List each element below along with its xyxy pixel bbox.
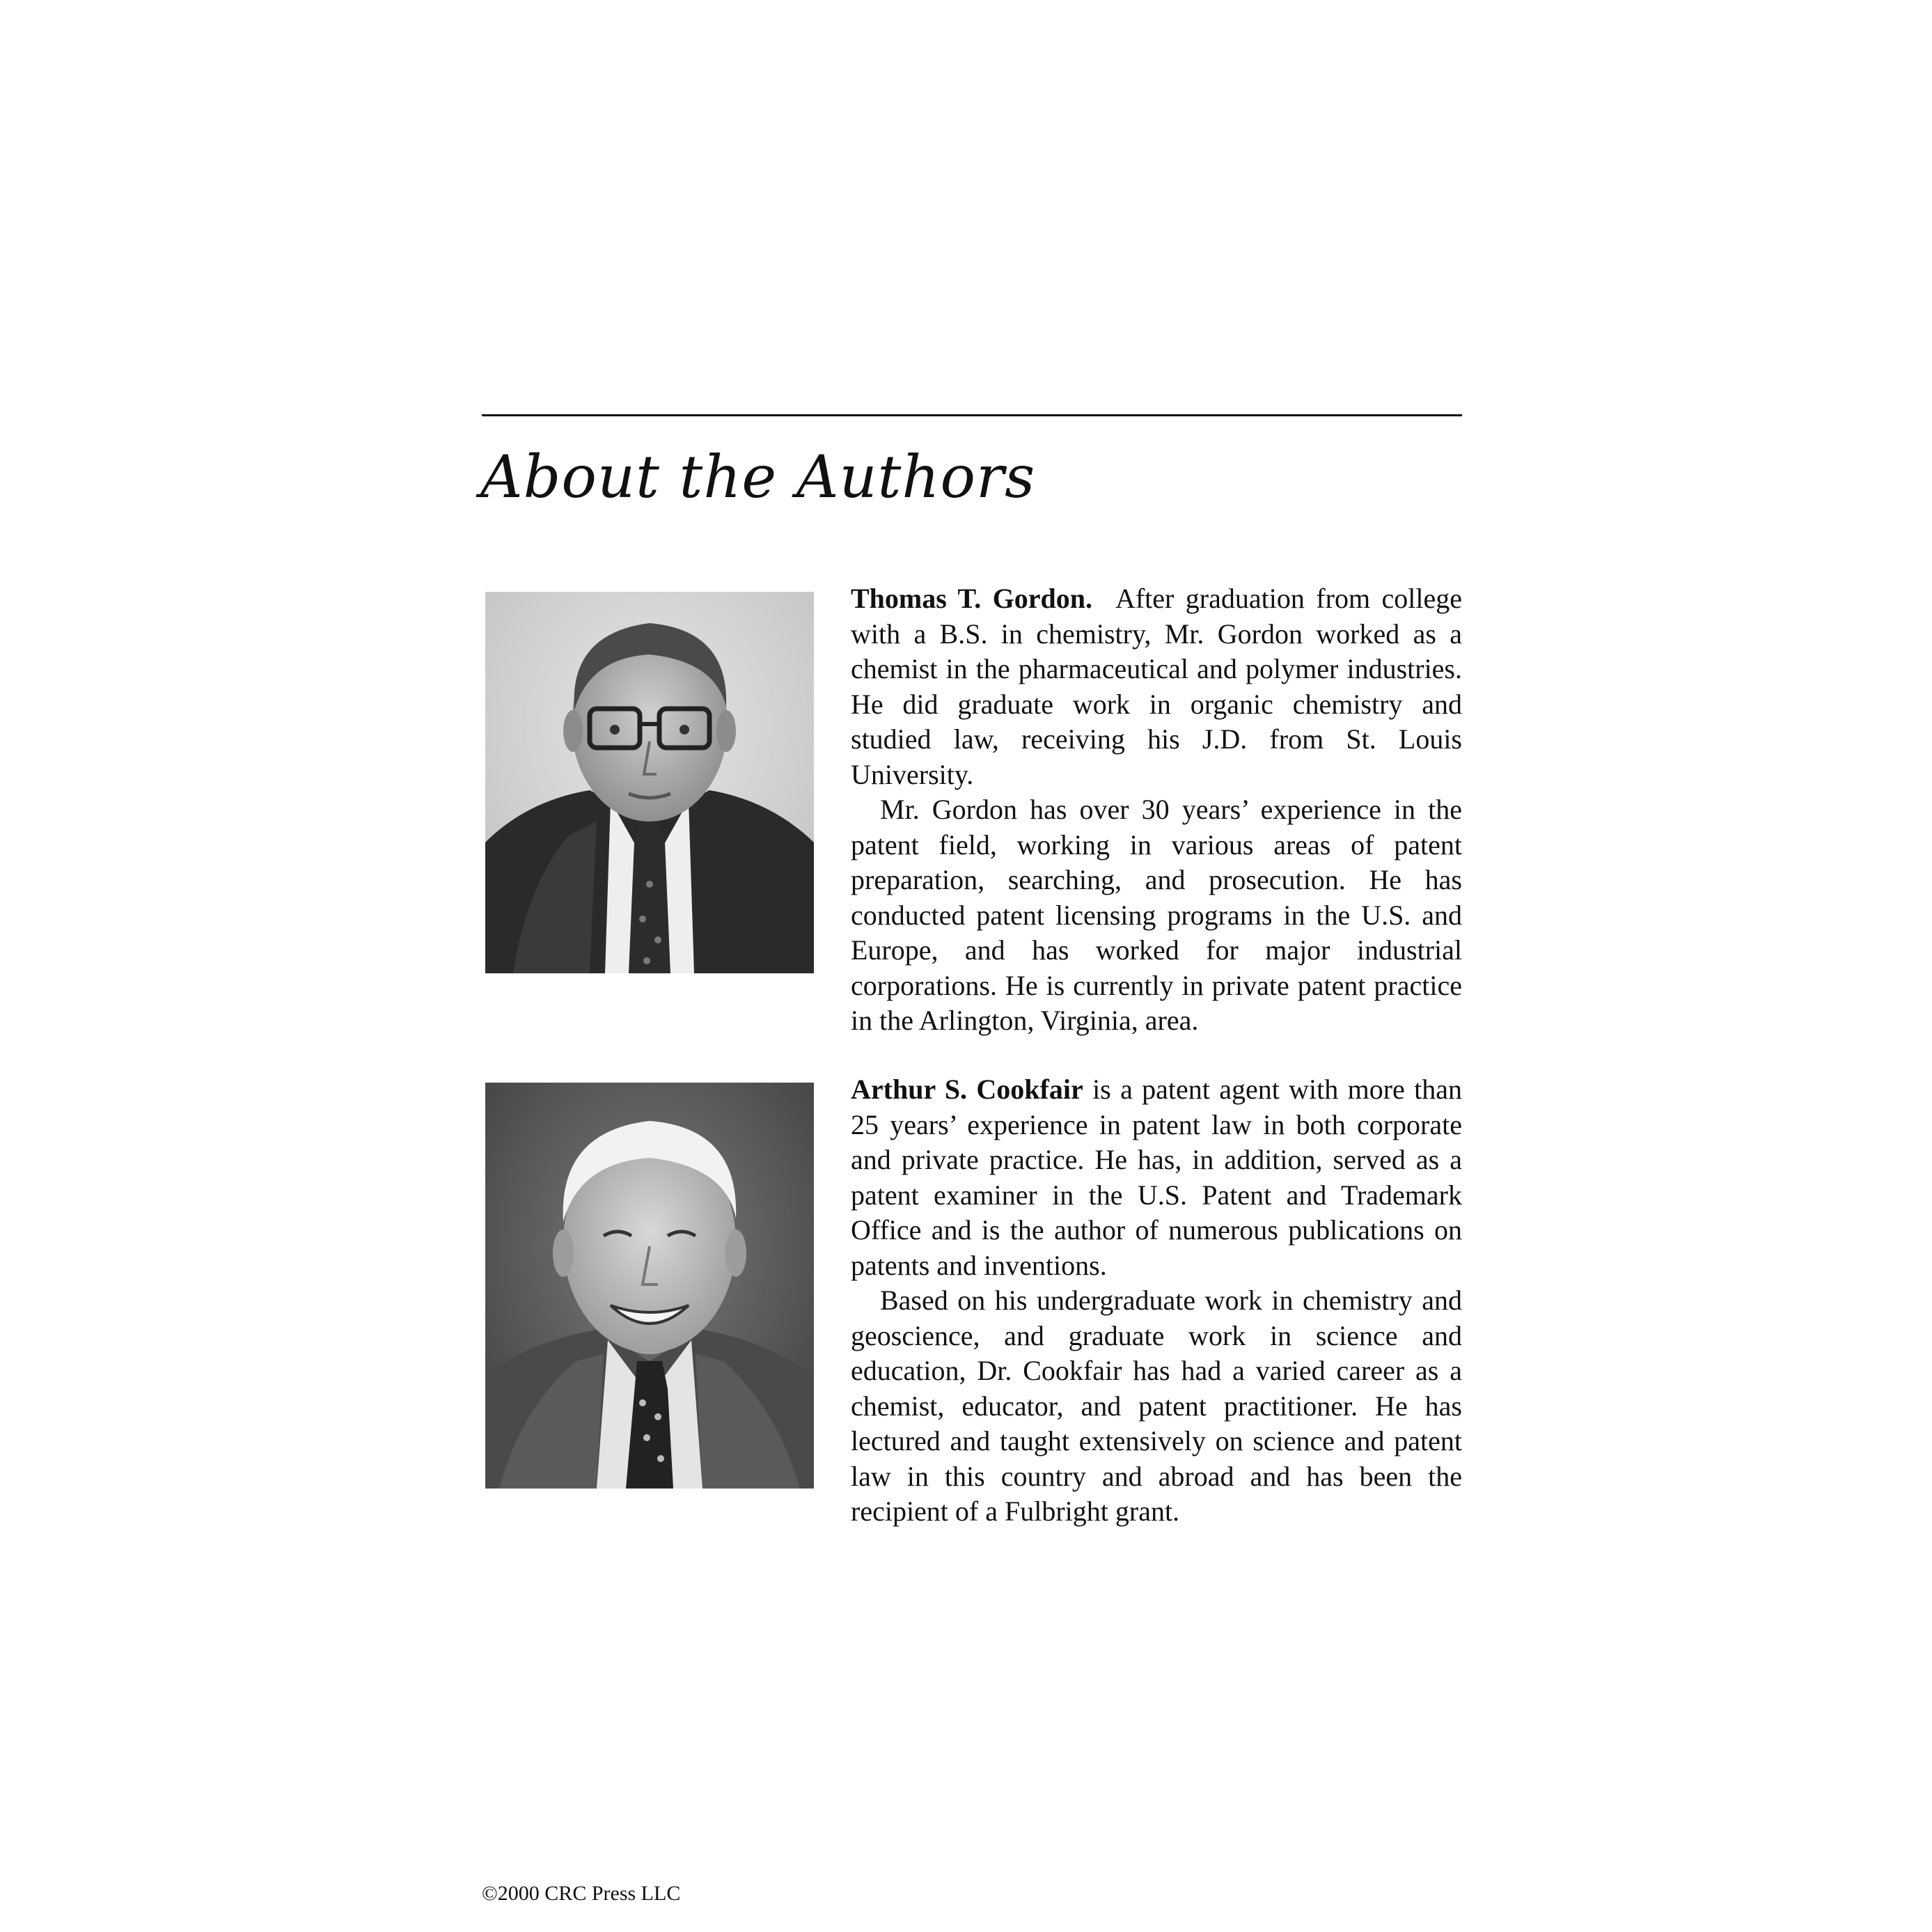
title-rule — [482, 414, 1462, 416]
bio-paragraph: Based on his undergraduate work in chemistry and geoscience, and graduate work in science and education, Dr. Cookfair has had a varied career as a chemist, educator, and patent practitioner. He has lectured and taught extensively on science and patent law in this country and abroad and has been the recipient of a Fulbright grant. — [851, 1285, 1462, 1527]
copyright-notice: ©2000 CRC Press LLC — [482, 1882, 681, 1905]
bio-paragraph — [851, 581, 1462, 792]
portrait-photo-arthur-cookfair — [485, 1083, 814, 1489]
bio-text: is a patent agent with more than 25 years’ experience in patent law in both corporate and private practice. He has, in addition, served as a patent examiner in the U.S. Patent and Trademark Office and is the author of numerous publications on patents and inventions. — [851, 1074, 1462, 1281]
author-name: Thomas T. Gordon. — [851, 583, 1093, 614]
bio-paragraph — [851, 1072, 1462, 1283]
author-bio-thomas-gordon — [851, 581, 1462, 1039]
portrait-cookfair-image — [485, 1083, 814, 1489]
bio-paragraph: Mr. Gordon has over 30 years’ experience in the patent field, working in various areas of patent preparation, searching, and prosecution. He has conducted patent licensing programs in the U.S. and Europe, and has worked for major industrial corporations. He is currently in private patent practice in the Arlington, Virginia, area. — [851, 794, 1462, 1036]
portrait-photo-thomas-gordon — [485, 592, 814, 973]
bio-text: After graduation from college with a B.S. in chemistry, Mr. Gordon worked as a chemist in the pharmaceutical and polymer industries. He did graduate work in organic chemistry and studied law, receiving his J.D. from St. Louis University. — [851, 583, 1462, 790]
author-name: Arthur S. Cookfair — [851, 1074, 1083, 1105]
author-bio-arthur-cookfair — [851, 1072, 1462, 1530]
page-title: About the Authors — [480, 443, 1036, 511]
portrait-gordon-image — [485, 592, 814, 973]
